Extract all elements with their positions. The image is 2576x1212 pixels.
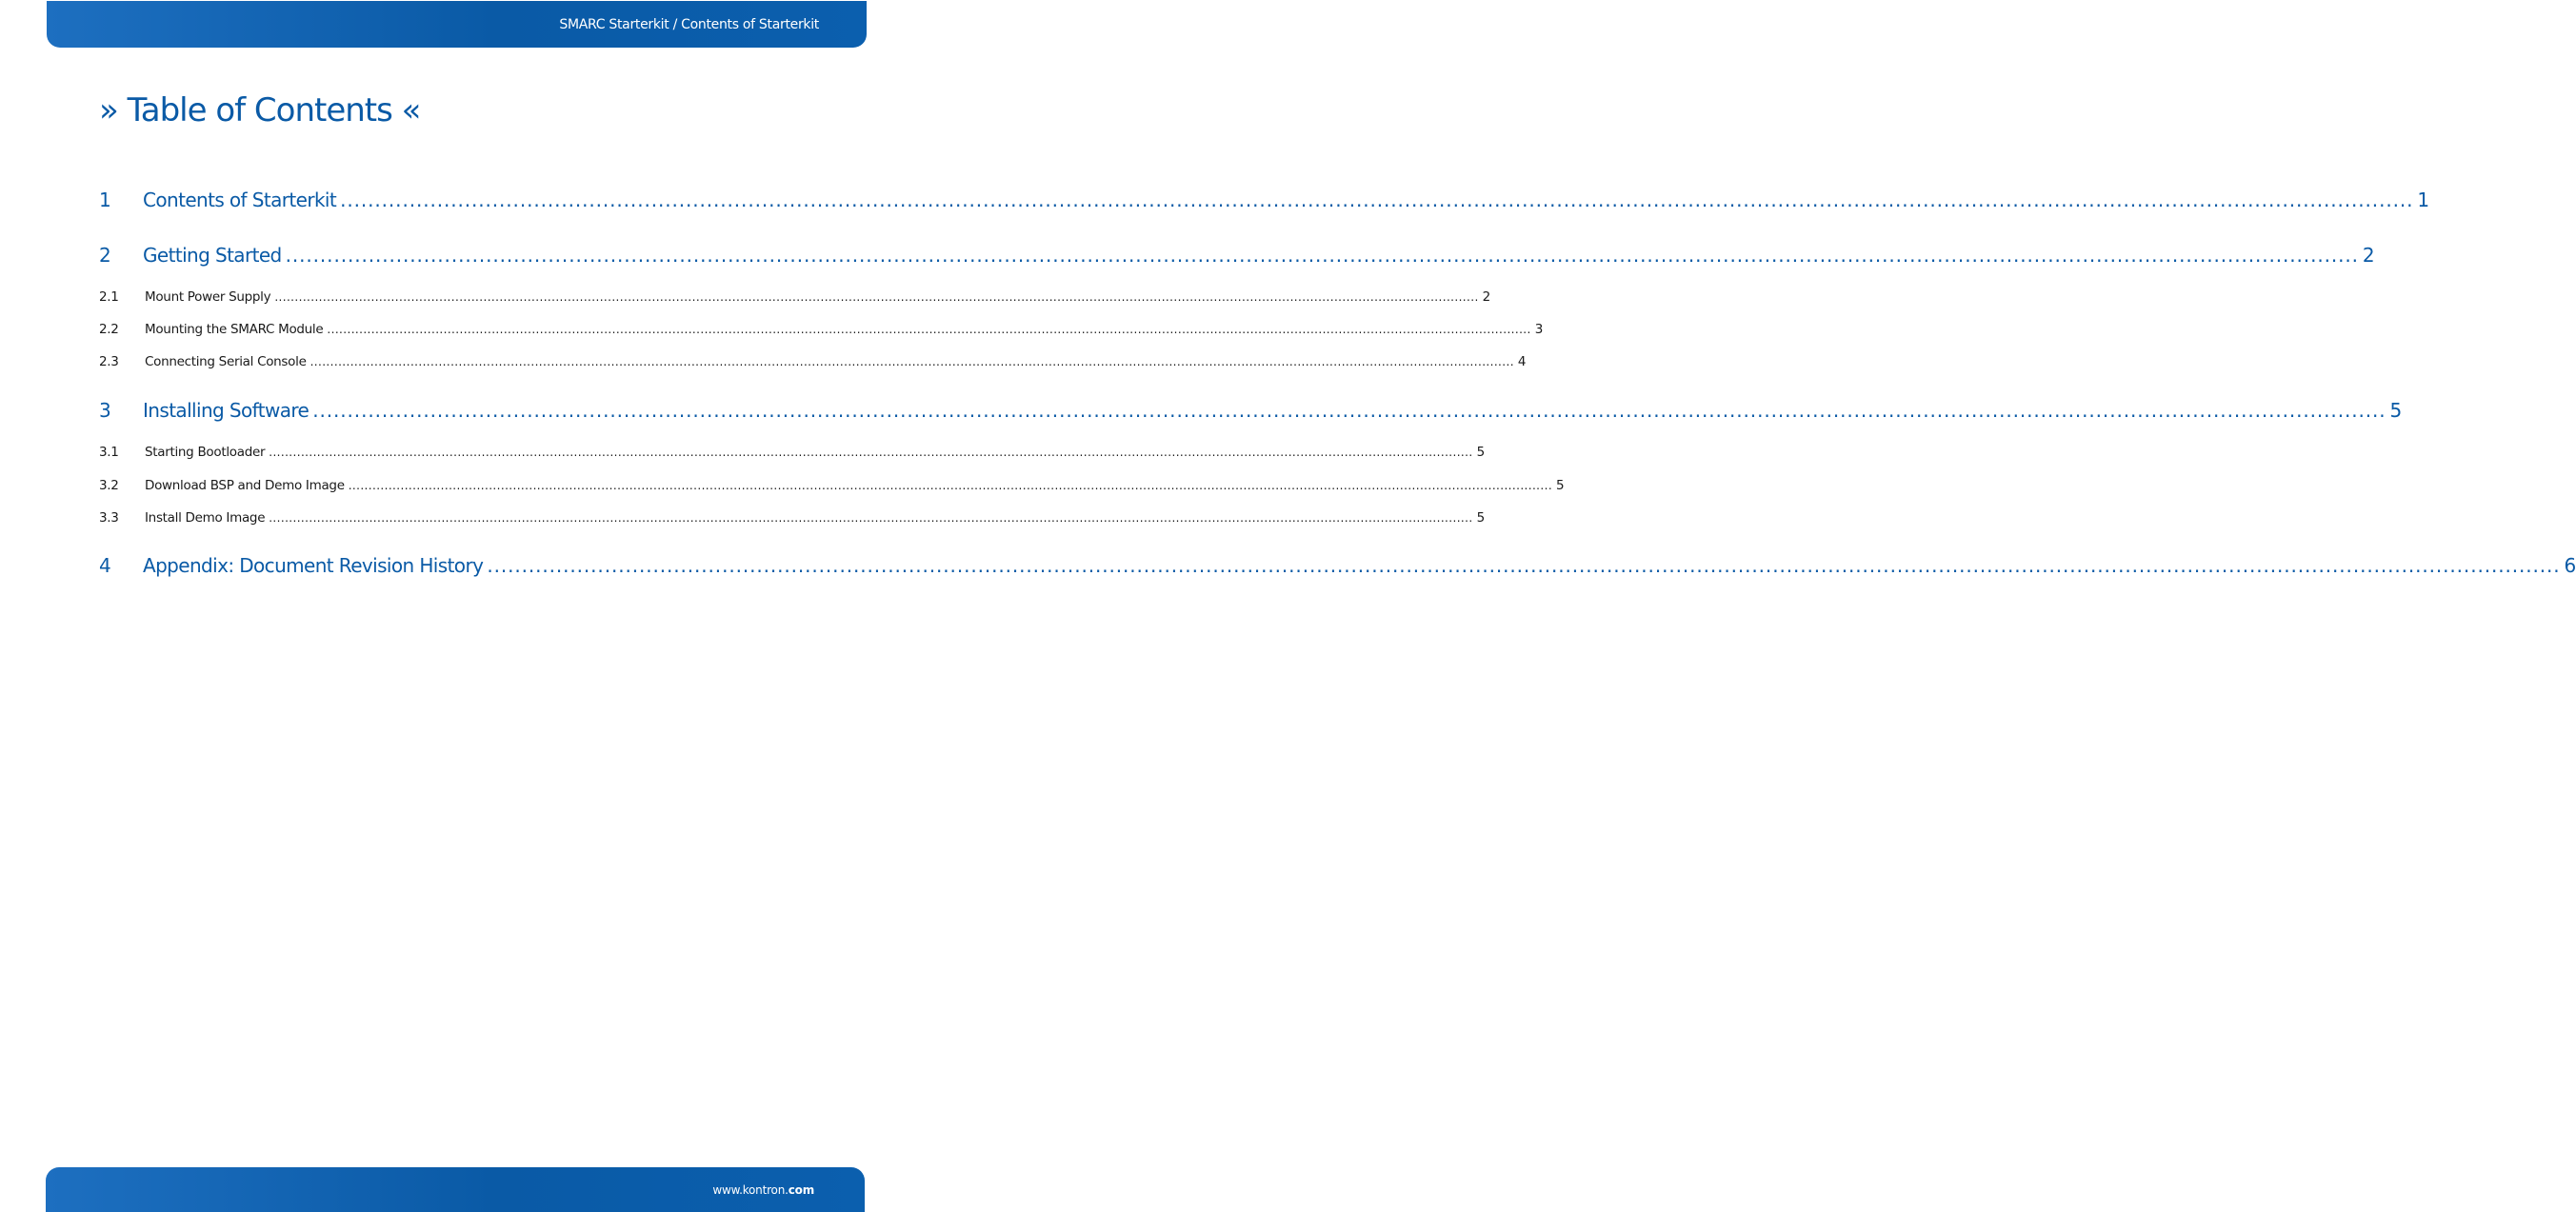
- toc-entry-3-1[interactable]: [99, 445, 1485, 460]
- toc-leader-dots: ............................................................................................................................................................................................................................................................................................................: [340, 189, 2414, 211]
- toc-entry-3-2[interactable]: [99, 478, 1565, 493]
- footer-website[interactable]: [712, 1183, 814, 1197]
- toc-number: 4: [99, 554, 111, 577]
- footer-bar: [46, 1167, 865, 1212]
- toc-entry-4[interactable]: [99, 554, 2576, 577]
- toc-label: Connecting Serial Console: [145, 354, 307, 369]
- toc-page-number: 5: [2389, 399, 2402, 422]
- toc-leader-dots: ............................................................................................................................................................................................................................................................................................................: [327, 323, 1531, 336]
- toc-number: 2.3: [99, 354, 119, 369]
- toc-entry-2-1[interactable]: [99, 289, 1490, 305]
- toc-leader-dots: ............................................................................................................................................................................................................................................................................................................: [269, 511, 1473, 525]
- toc-label: Installing Software: [143, 399, 310, 422]
- toc-number: 3.3: [99, 510, 119, 526]
- footer-url-suffix: com: [788, 1183, 814, 1197]
- toc-label: Getting Started: [143, 244, 282, 267]
- toc-label: Mount Power Supply: [145, 289, 271, 305]
- toc-label: Mounting the SMARC Module: [145, 322, 324, 337]
- toc-number: 1: [99, 189, 111, 211]
- toc-leader-dots: ............................................................................................................................................................................................................................................................................................................: [348, 479, 1553, 492]
- toc-page-number: 1: [2417, 189, 2429, 211]
- toc-label: Contents of Starterkit: [143, 189, 337, 211]
- toc-entry-1[interactable]: [99, 189, 2429, 211]
- toc-page-number: 5: [1476, 510, 1485, 526]
- toc-number: 2: [99, 244, 111, 267]
- header-breadcrumb: SMARC Starterkit / Contents of Starterkit: [559, 17, 819, 32]
- toc-page-number: 2: [1482, 289, 1490, 305]
- toc-entry-3-3[interactable]: [99, 510, 1485, 526]
- toc-page-number: 3: [1534, 322, 1544, 337]
- toc-leader-dots: ............................................................................................................................................................................................................................................................................................................: [285, 244, 2359, 267]
- toc-entry-2-3[interactable]: [99, 354, 1527, 369]
- toc-page-number: 5: [1556, 478, 1565, 493]
- toc-entry-3[interactable]: [99, 399, 2402, 422]
- toc-leader-dots: ............................................................................................................................................................................................................................................................................................................: [310, 355, 1514, 368]
- toc-number: 2.2: [99, 322, 119, 337]
- toc-number: 3.2: [99, 478, 119, 493]
- toc-leader-dots: ............................................................................................................................................................................................................................................................................................................: [269, 446, 1473, 459]
- header-bar: [47, 1, 867, 48]
- toc-label: Download BSP and Demo Image: [145, 478, 345, 493]
- toc-number: 3: [99, 399, 111, 422]
- toc-leader-dots: ............................................................................................................................................................................................................................................................................................................: [487, 554, 2561, 577]
- toc-number: 2.1: [99, 289, 119, 305]
- toc-entry-2-2[interactable]: [99, 322, 1544, 337]
- toc-leader-dots: ............................................................................................................................................................................................................................................................................................................: [274, 290, 1479, 304]
- toc-page-number: 4: [1517, 354, 1527, 369]
- toc-label: Install Demo Image: [145, 510, 266, 526]
- footer-url-prefix: www.kontron.: [712, 1183, 789, 1197]
- toc-label: Starting Bootloader: [145, 445, 266, 460]
- toc-label: Appendix: Document Revision History: [143, 554, 484, 577]
- toc-page-number: 6: [2564, 554, 2576, 577]
- toc-page-number: 5: [1476, 445, 1485, 460]
- toc-leader-dots: ............................................................................................................................................................................................................................................................................................................: [312, 399, 2386, 422]
- page-title: » Table of Contents «: [99, 91, 421, 129]
- toc-number: 3.1: [99, 445, 119, 460]
- toc-page-number: 2: [2362, 244, 2374, 267]
- toc-entry-2[interactable]: [99, 244, 2374, 267]
